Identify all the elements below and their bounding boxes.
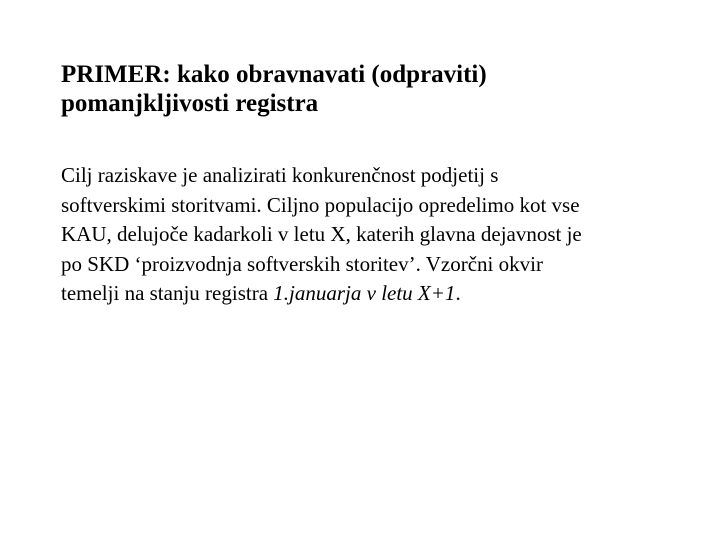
paragraph-line-3: KAU, delujoče kadarkoli v letu X, katerih glavna dejavnost je xyxy=(61,222,582,246)
slide-title xyxy=(61,60,661,118)
paragraph-line-5-end: . xyxy=(455,281,461,305)
paragraph-line-2: softverskimi storitvami. Ciljno populacijo opredelimo kot vse xyxy=(61,192,580,217)
emphasized-date: 1.januarja v letu X+1 xyxy=(273,281,456,305)
paragraph-line-5 xyxy=(61,279,701,309)
paragraph-line-5-start: temelji na stanju registra xyxy=(61,281,274,305)
title-line-1: PRIMER: kako obravnavati (odpraviti) xyxy=(61,61,487,88)
paragraph-line-4: po SKD ‘proizvodnja softverskih storitev’. Vzorčni okvir xyxy=(61,251,543,276)
paragraph-line-1: Cilj raziskave je analizirati konkurenčnost podjetij s xyxy=(61,163,499,187)
title-line-2: pomanjkljivosti registra xyxy=(61,90,319,117)
body-paragraph xyxy=(61,161,701,309)
